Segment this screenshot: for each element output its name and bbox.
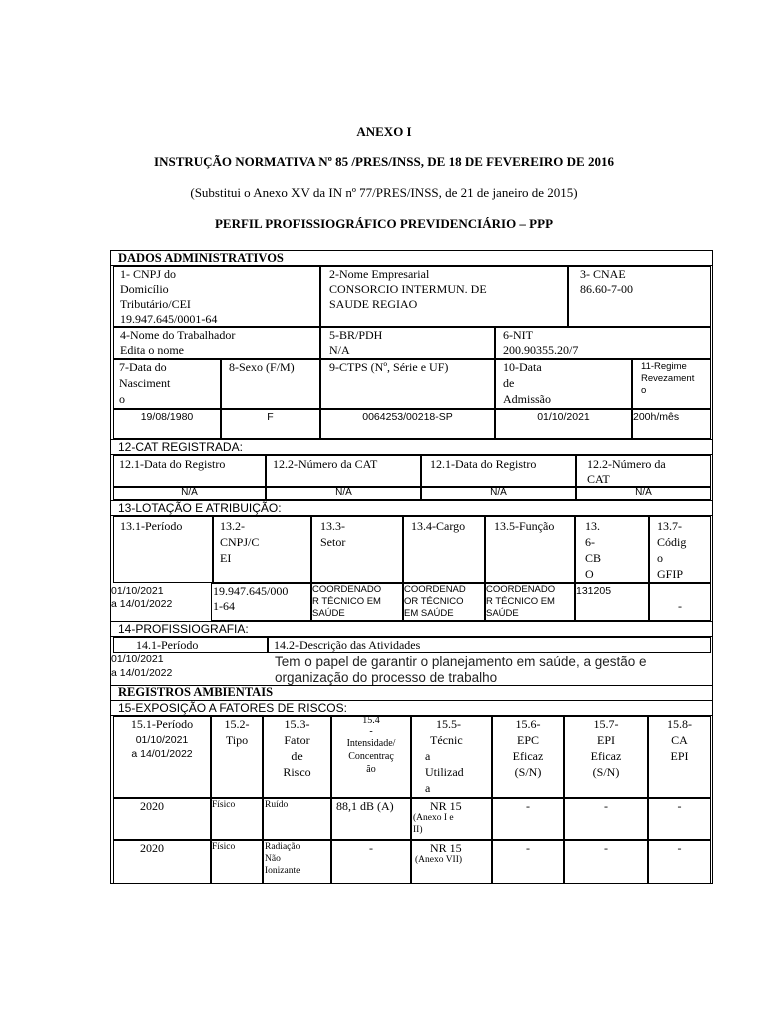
company-value: SAUDE REGIAO [329, 297, 418, 311]
prof-description: organização do processo de trabalho [275, 670, 498, 685]
lotacao-h6: O [585, 567, 594, 581]
nit-label: 6-NIT [503, 328, 533, 342]
cat-col-4: 12.2-Número da [587, 457, 666, 471]
lotacao-funcao: R TÉCNICO EM [486, 596, 555, 607]
lotacao-h1: 13.1-Período [120, 519, 183, 533]
cat-value: N/A [490, 487, 507, 498]
prof-period: a 14/01/2022 [111, 667, 173, 679]
regime-label: o [641, 385, 647, 396]
risk-h8: 15.8- [667, 717, 692, 731]
sex-label: 8-Sexo (F/M) [229, 360, 295, 374]
lotacao-h6: 13. [585, 519, 600, 533]
risk-h8: EPI [670, 749, 689, 763]
lotacao-cargo: EM SAÚDE [404, 608, 454, 619]
lotacao-h7: Códig [657, 535, 687, 549]
company-value: CONSORCIO INTERMUN. DE [329, 282, 487, 296]
form-title: PERFIL PROFISSIOGRÁFICO PREVIDENCIÁRIO – PPP [214, 216, 554, 231]
lotacao-h7: GFIP [657, 567, 684, 581]
cat-value: N/A [181, 487, 198, 498]
risk-epi: - [604, 799, 608, 813]
cat-col-1: 12.1-Data do Registro [119, 457, 226, 471]
lotacao-h7: o [657, 551, 663, 565]
risk-factor: Radiação [265, 842, 301, 852]
risk-h3: Fator [284, 733, 310, 747]
cat-col-4: CAT [587, 472, 610, 486]
cnpj-value: 19.947.645/0001-64 [120, 312, 218, 326]
risk-ca: - [677, 841, 682, 855]
risk-type: Físico [212, 800, 236, 810]
lotacao-setor: R TÉCNICO EM [312, 596, 381, 607]
section-profissiografia-title: 14-PROFISSIOGRAFIA: [118, 622, 249, 636]
risk-period: 2020 [140, 799, 164, 813]
section-ambientais-title: REGISTROS AMBIENTAIS [118, 685, 274, 699]
risk-period: 2020 [140, 841, 164, 855]
lotacao-setor: COORDENADO [312, 584, 382, 595]
risk-h7: Eficaz [590, 749, 622, 763]
cat-col-2: 12.2-Número da CAT [273, 457, 378, 471]
lotacao-cargo: COORDENAD [404, 584, 466, 595]
sex-value: F [267, 411, 274, 423]
worker-label: 4-Nome do Trabalhador [120, 328, 236, 342]
risk-h6: EPC [516, 733, 539, 747]
risk-h1-period: 01/10/2021 [135, 734, 189, 746]
lotacao-funcao: SAÚDE [486, 608, 519, 619]
admission-label: de [503, 376, 515, 390]
lotacao-cnpj: 19.947.645/000 [213, 584, 289, 598]
risk-h5: Utilizad [425, 765, 464, 779]
section-lotacao-title: 13-LOTAÇÃO E ATRIBUIÇÃO: [118, 501, 282, 515]
risk-h8: CA [671, 733, 688, 747]
risk-epc: - [526, 841, 530, 855]
risk-h7: EPI [597, 733, 615, 747]
lotacao-gfip: - [678, 599, 682, 613]
cnpj-label: Tributário/CEI [120, 297, 191, 311]
lotacao-h3: Setor [320, 535, 346, 549]
risk-factor: Não [265, 854, 281, 864]
risk-intensity: - [369, 841, 373, 855]
risk-h2: 15.2- [224, 717, 250, 731]
risk-intensity: 88,1 dB (A) [336, 799, 394, 813]
birth-value: 19/08/1980 [140, 411, 194, 423]
risk-h3: Risco [283, 765, 311, 779]
cat-col-3: 12.1-Data do Registro [430, 457, 537, 471]
lotacao-h2: CNPJ/C [220, 535, 260, 549]
risk-technique: (Anexo VII) [415, 855, 463, 865]
risk-h3: de [291, 749, 303, 763]
lotacao-h5: 13.5-Função [494, 519, 555, 533]
risk-h7: (S/N) [592, 765, 620, 779]
ctps-value: 0064253/00218-SP [362, 411, 453, 423]
section-cat-title: 12-CAT REGISTRADA: [118, 440, 243, 454]
risk-h5: 15.5- [436, 717, 461, 731]
lotacao-setor: SAÚDE [312, 608, 345, 619]
cnae-label: 3- CNAE [580, 267, 626, 281]
lotacao-h2: EI [220, 551, 232, 565]
lotacao-cnpj: 1-64 [213, 599, 235, 613]
lotacao-funcao: COORDENADO [486, 584, 556, 595]
risk-technique: (Anexo I e [413, 813, 454, 823]
risk-h6: (S/N) [514, 765, 542, 779]
replaces-note: (Substitui o Anexo XV da IN nº 77/PRES/INSS, de 21 de janeiro de 2015) [190, 185, 578, 200]
prof-h1: 14.1-Período [136, 638, 199, 652]
risk-h5: a [425, 749, 431, 763]
risk-h6: Eficaz [512, 749, 544, 763]
risk-epi: - [604, 841, 608, 855]
cnpj-label: 1- CNPJ do [120, 267, 177, 281]
cat-value: N/A [635, 487, 652, 498]
risk-h1-period: a 14/01/2022 [131, 748, 193, 760]
risk-h3: 15.3- [284, 717, 310, 731]
admission-value: 01/10/2021 [537, 411, 590, 423]
nit-value: 200.90355.20/7 [503, 343, 579, 357]
risk-technique: NR 15 [430, 841, 462, 855]
lotacao-cargo: OR TÉCNICO [404, 596, 464, 607]
cnae-value: 86.60-7-00 [580, 282, 633, 296]
risk-h4: Intensidade/ [346, 738, 396, 749]
lotacao-period: a 14/01/2022 [111, 598, 173, 610]
risk-factor: Ionizante [265, 866, 301, 876]
risk-h2: Tipo [225, 733, 249, 747]
risk-h5: a [425, 781, 431, 795]
lotacao-h4: 13.4-Cargo [411, 519, 466, 533]
ctps-label: 9-CTPS (Nº, Série e UF) [329, 360, 449, 374]
admission-label: 10-Data [503, 360, 542, 374]
regime-label: 11-Regime [641, 361, 687, 372]
lotacao-cbo: 131205 [576, 585, 612, 597]
lotacao-h6: 6- [585, 535, 595, 549]
section-exposicao-title: 15-EXPOSIÇÃO A FATORES DE RISCOS: [118, 701, 347, 715]
risk-technique: NR 15 [430, 799, 462, 813]
brpdh-value: N/A [329, 343, 350, 357]
lotacao-h3: 13.3- [320, 519, 345, 533]
birth-label: o [119, 392, 125, 406]
risk-technique: II) [413, 825, 423, 835]
prof-h2: 14.2-Descrição das Atividades [274, 638, 421, 652]
admission-label: Admissão [503, 392, 551, 406]
section-admin-title: DADOS ADMINISTRATIVOS [118, 251, 284, 265]
cat-value: N/A [335, 487, 352, 498]
lotacao-period: 01/10/2021 [111, 585, 164, 597]
annex-title: ANEXO I [356, 124, 412, 139]
risk-h7: 15.7- [593, 717, 619, 731]
instruction-title: INSTRUÇÃO NORMATIVA Nº 85 /PRES/INSS, DE 18 DE FEVEREIRO DE 2016 [154, 154, 614, 169]
lotacao-h7: 13.7- [657, 519, 682, 533]
risk-ca: - [677, 799, 682, 813]
risk-h4: Concentraç [348, 751, 394, 762]
regime-value: 200h/mês [633, 411, 680, 423]
risk-h5: Técnic [430, 733, 463, 747]
birth-label: 7-Data do [119, 360, 167, 374]
risk-factor: Ruído [265, 800, 289, 810]
birth-label: Nasciment [119, 376, 171, 390]
cnpj-label: Domicílio [120, 282, 169, 296]
risk-h4: ão [366, 764, 376, 775]
risk-h6: 15.6- [515, 717, 541, 731]
regime-label: Revezament [641, 373, 695, 384]
lotacao-h2: 13.2- [220, 519, 245, 533]
lotacao-h6: CB [585, 551, 602, 565]
company-label: 2-Nome Empresarial [329, 267, 430, 281]
risk-h4: - [369, 726, 373, 737]
prof-period: 01/10/2021 [111, 653, 164, 665]
prof-description: Tem o papel de garantir o planejamento em saúde, a gestão e [275, 654, 647, 669]
risk-h4: 15.4 [362, 715, 380, 726]
worker-value: Edita o nome [120, 343, 184, 357]
risk-h1: 15.1-Período [130, 717, 194, 731]
risk-epc: - [526, 799, 530, 813]
risk-type: Físico [212, 842, 236, 852]
brpdh-label: 5-BR/PDH [329, 328, 383, 342]
